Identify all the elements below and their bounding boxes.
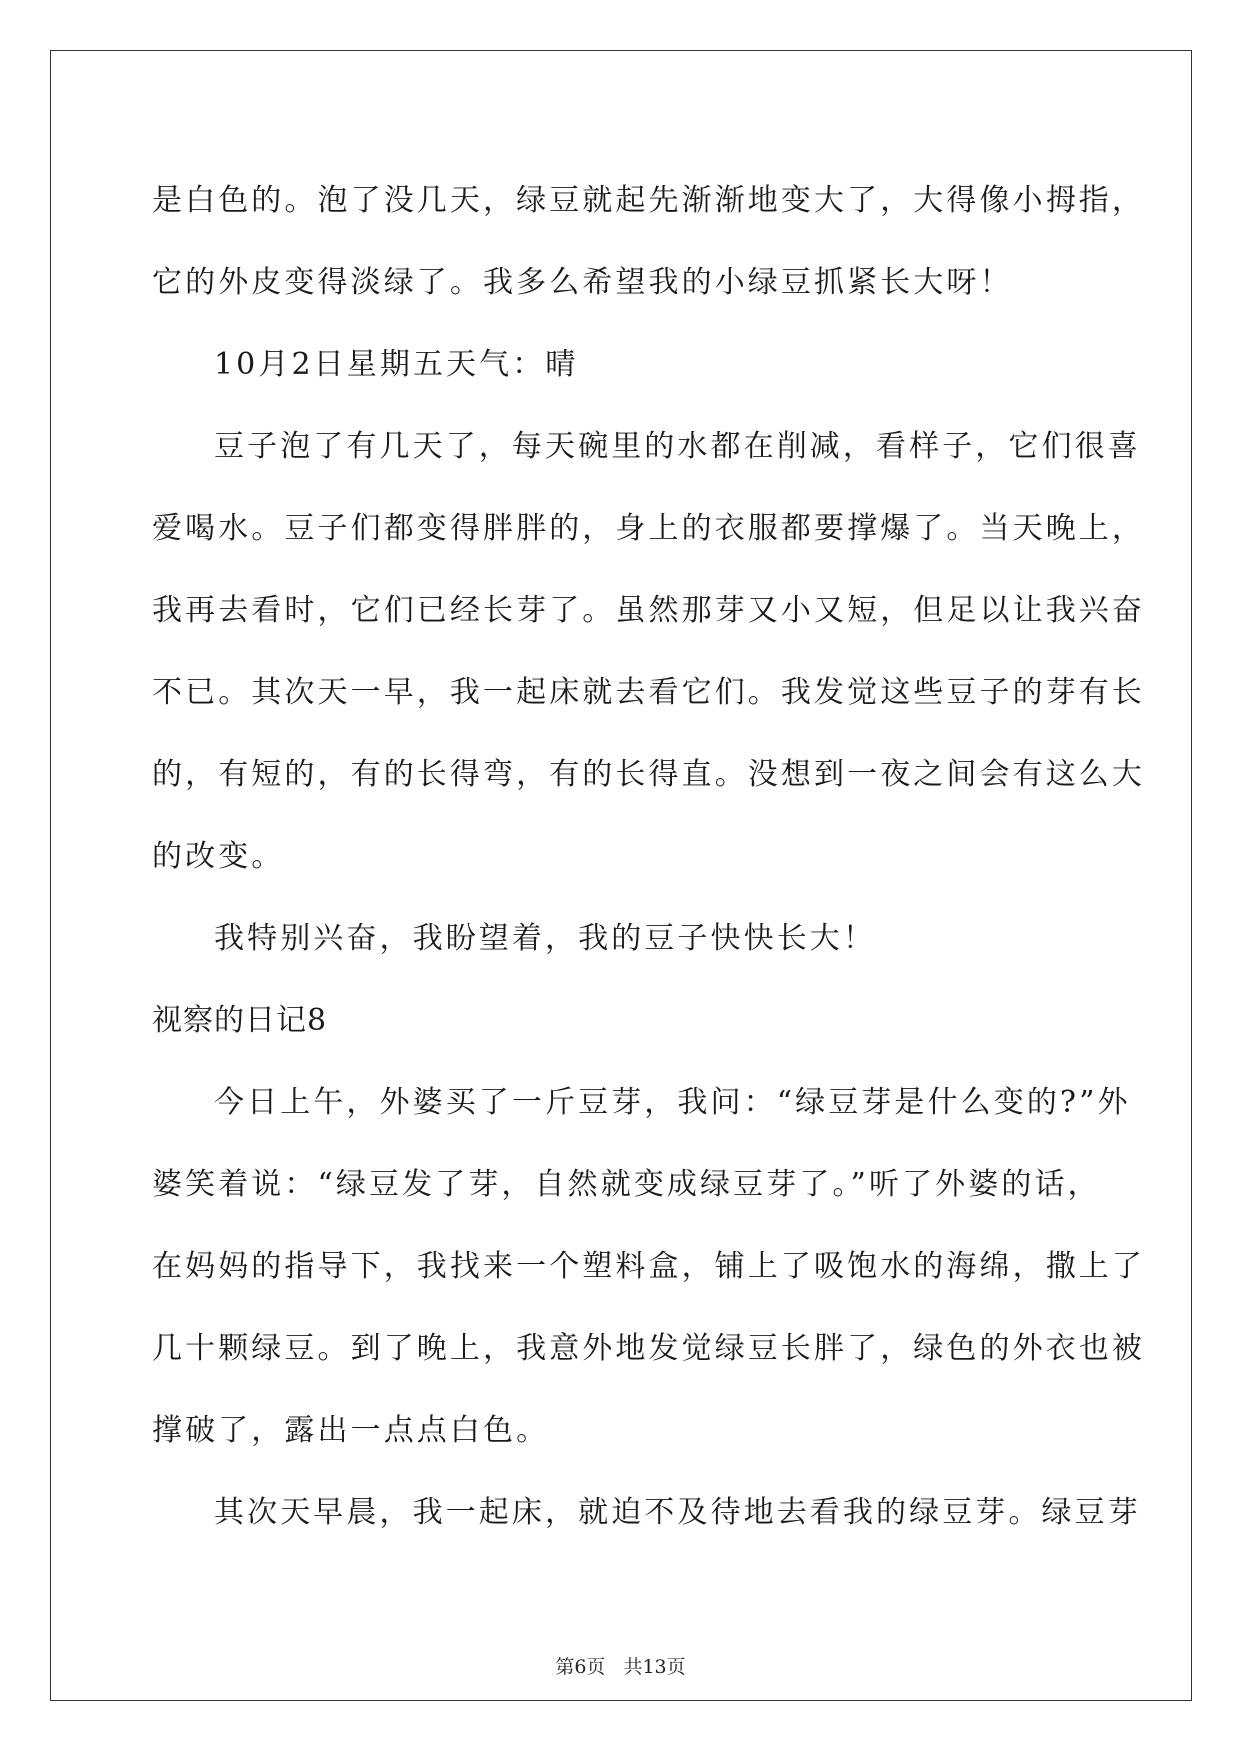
text-line: 在妈妈的指导下，我找来一个塑料盒，铺上了吸饱水的海绵，撒上了 [152,1249,1145,1284]
text-line: 的改变。 [152,839,285,874]
page-number-current: 第6页 [555,1656,606,1678]
text-line: 几十颗绿豆。到了晚上，我意外地发觉绿豆长胖了，绿色的外衣也被 [152,1331,1145,1366]
page-footer [0,1652,1241,1679]
text-line: 的，有短的，有的长得弯，有的长得直。没想到一夜之间会有这么大 [152,757,1145,792]
text-line: 撑破了，露出一点点白色。 [152,1413,550,1448]
diary-date-line: 10月2日星期五天气：晴 [214,347,579,382]
text-line: 它的外皮变得淡绿了。我多么希望我的小绿豆抓紧长大呀！ [152,265,1013,300]
document-body [152,160,1145,1554]
page-number-total: 共13页 [623,1656,686,1678]
text-line: 不已。其次天一早，我一起床就去看它们。我发觉这些豆子的芽有长 [152,675,1145,710]
text-line: 是白色的。泡了没几天，绿豆就起先渐渐地变大了，大得像小拇指， [152,183,1145,218]
paragraph-start: 今日上午，外婆买了一斤豆芽，我问：“绿豆芽是什么变的?”外 [214,1085,1131,1120]
text-line: 我再去看时，它们已经长芽了。虽然那芽又小又短，但足以让我兴奋 [152,593,1145,628]
paragraph-start: 豆子泡了有几天了，每天碗里的水都在削减，看样子，它们很喜 [214,429,1141,464]
section-heading: 视察的日记8 [152,1003,328,1038]
paragraph-start: 我特别兴奋，我盼望着，我的豆子快快长大！ [214,921,876,956]
text-line: 婆笑着说：“绿豆发了芽，自然就变成绿豆芽了。”听了外婆的话， [152,1167,1101,1202]
text-line: 爱喝水。豆子们都变得胖胖的，身上的衣服都要撑爆了。当天晚上， [152,511,1145,546]
paragraph-start: 其次天早晨，我一起床，就迫不及待地去看我的绿豆芽。绿豆芽 [214,1495,1141,1530]
